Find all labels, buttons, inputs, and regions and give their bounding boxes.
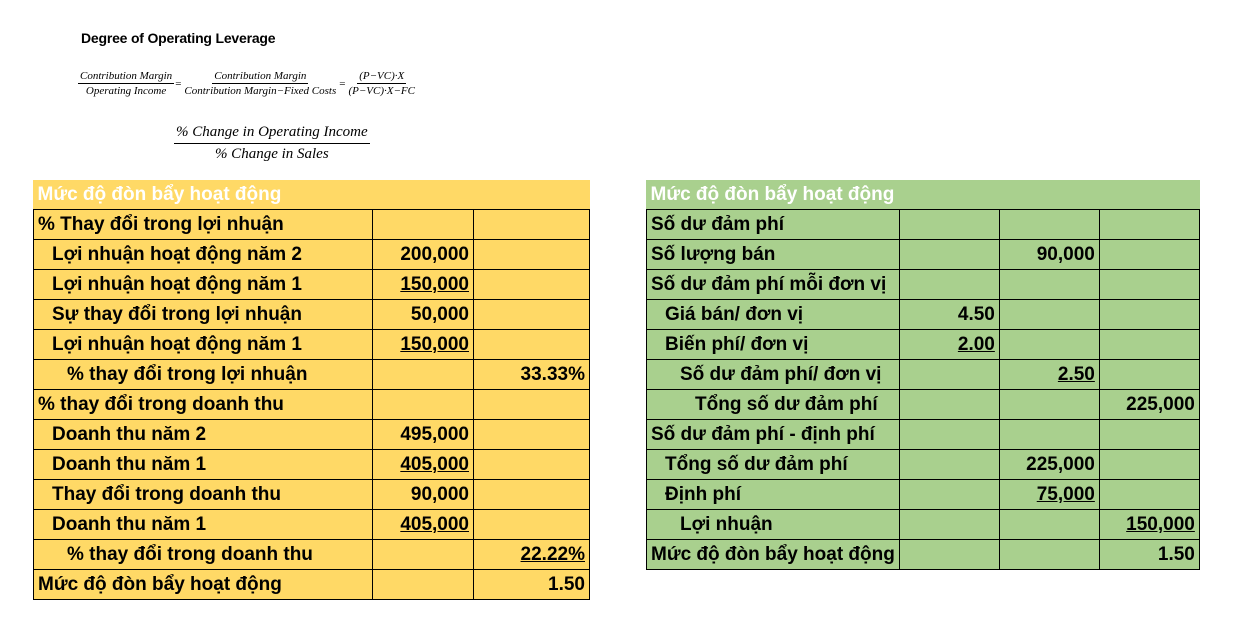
cell-value[interactable] <box>474 420 590 450</box>
table-row <box>647 360 1200 390</box>
cell-label[interactable]: Thay đổi trong doanh thu <box>34 480 373 510</box>
cell-value[interactable] <box>1099 480 1199 510</box>
dol-percent-formula <box>174 124 370 163</box>
cell-value[interactable] <box>899 480 999 510</box>
underlined-value: 2.00 <box>957 334 995 355</box>
cell-value[interactable] <box>373 210 474 240</box>
table-row <box>647 420 1200 450</box>
dol-formula <box>78 70 417 97</box>
table-title[interactable]: Mức độ đòn bẩy hoạt động <box>650 184 895 205</box>
cell-value[interactable] <box>899 540 999 570</box>
table-row <box>34 420 590 450</box>
cell-label[interactable]: Lợi nhuận hoạt động năm 1 <box>34 330 373 360</box>
cell-value[interactable] <box>474 480 590 510</box>
table-title-row <box>34 180 590 210</box>
denominator: Contribution Margin−Fixed Costs <box>184 85 337 97</box>
table-row <box>34 300 590 330</box>
table-row <box>34 480 590 510</box>
underlined-value: 2.50 <box>1057 364 1095 385</box>
underlined-value: 22.22% <box>520 544 585 565</box>
fraction-cm-over-oi <box>78 70 174 97</box>
cell-value[interactable] <box>474 330 590 360</box>
cell-label[interactable]: % thay đổi trong lợi nhuận <box>34 360 373 390</box>
cell-value[interactable] <box>899 510 999 540</box>
cell-value[interactable]: 33.33% <box>474 360 590 390</box>
cell-value[interactable] <box>899 450 999 480</box>
cell-value[interactable] <box>999 300 1099 330</box>
cell-value[interactable] <box>999 480 1099 510</box>
cell-value[interactable] <box>899 270 999 300</box>
underlined-value: 405,000 <box>400 454 469 475</box>
page-title: Degree of Operating Leverage <box>81 30 276 46</box>
cell-value[interactable] <box>474 510 590 540</box>
denominator: Operating Income <box>85 85 167 97</box>
fraction-pvcx <box>346 70 416 97</box>
cell-value[interactable]: 1.50 <box>1099 540 1199 570</box>
numerator: (P−VC)·X <box>359 70 405 82</box>
table-row <box>647 510 1200 540</box>
cell-value[interactable] <box>1099 240 1199 270</box>
cell-value[interactable] <box>474 540 590 570</box>
cell-value[interactable] <box>373 270 474 300</box>
cell-label[interactable]: Định phí <box>647 480 900 510</box>
cell-value[interactable] <box>474 210 590 240</box>
cell-value[interactable] <box>999 330 1099 360</box>
cell-label[interactable]: Doanh thu năm 2 <box>34 420 373 450</box>
cell-value[interactable]: 200,000 <box>373 240 474 270</box>
denominator: % Change in Sales <box>214 146 329 162</box>
cell-value[interactable] <box>899 420 999 450</box>
underlined-value: 150,000 <box>400 334 469 355</box>
cell-label[interactable]: Doanh thu năm 1 <box>34 450 373 480</box>
cell-value[interactable] <box>899 390 999 420</box>
cell-label[interactable]: Biến phí/ đơn vị <box>647 330 900 360</box>
cell-value[interactable] <box>899 330 999 360</box>
table-row <box>34 570 590 600</box>
table-row <box>34 540 590 570</box>
table-row <box>647 480 1200 510</box>
cell-value[interactable]: 90,000 <box>373 480 474 510</box>
cell-value[interactable] <box>474 300 590 330</box>
cell-value[interactable] <box>999 510 1099 540</box>
cell-value[interactable] <box>474 240 590 270</box>
cell-value[interactable] <box>999 420 1099 450</box>
cell-label[interactable]: Tổng số dư đảm phí <box>647 450 900 480</box>
right-leverage-table <box>646 180 1200 570</box>
table-row <box>647 450 1200 480</box>
cell-value[interactable] <box>1099 510 1199 540</box>
table-row <box>34 390 590 420</box>
cell-value[interactable] <box>899 240 999 270</box>
table-title[interactable]: Mức độ đòn bẩy hoạt động <box>37 184 282 205</box>
cell-value[interactable] <box>373 540 474 570</box>
table-row <box>647 300 1200 330</box>
cell-label[interactable]: Sự thay đổi trong lợi nhuận <box>34 300 373 330</box>
table-row <box>34 210 590 240</box>
underlined-value: 150,000 <box>400 274 469 295</box>
cell-value[interactable] <box>1099 210 1199 240</box>
table-row <box>647 270 1200 300</box>
cell-value[interactable]: 50,000 <box>373 300 474 330</box>
cell-value[interactable]: 1.50 <box>474 570 590 600</box>
cell-label[interactable]: Lợi nhuận <box>647 510 900 540</box>
cell-value[interactable] <box>1099 330 1199 360</box>
cell-label[interactable]: Số dư đảm phí <box>647 210 900 240</box>
numerator: Contribution Margin <box>80 70 173 82</box>
cell-label[interactable]: % thay đổi trong doanh thu <box>34 390 373 420</box>
denominator: (P−VC)·X−FC <box>348 85 415 97</box>
cell-value[interactable] <box>999 210 1099 240</box>
underlined-value: 75,000 <box>1036 484 1095 505</box>
cell-label[interactable]: % Thay đổi trong lợi nhuận <box>34 210 373 240</box>
cell-value[interactable] <box>373 570 474 600</box>
cell-value[interactable] <box>1099 270 1199 300</box>
cell-value[interactable] <box>999 390 1099 420</box>
numerator: Contribution Margin <box>214 70 307 82</box>
cell-value[interactable] <box>899 210 999 240</box>
table-row <box>34 270 590 300</box>
cell-label[interactable]: Lợi nhuận hoạt động năm 1 <box>34 270 373 300</box>
cell-value[interactable] <box>1099 360 1199 390</box>
table-row <box>647 240 1200 270</box>
cell-label[interactable]: Số lượng bán <box>647 240 900 270</box>
equals-sign: = <box>175 77 182 90</box>
cell-value[interactable] <box>999 360 1099 390</box>
cell-value[interactable]: 90,000 <box>999 240 1099 270</box>
equals-sign: = <box>339 77 346 90</box>
cell-value[interactable] <box>373 360 474 390</box>
cell-value[interactable] <box>1099 420 1199 450</box>
cell-label[interactable]: Giá bán/ đơn vị <box>647 300 900 330</box>
cell-label[interactable]: Số dư đảm phí mỗi đơn vị <box>647 270 900 300</box>
cell-label[interactable]: Mức độ đòn bẩy hoạt động <box>647 540 900 570</box>
cell-value[interactable] <box>474 390 590 420</box>
cell-label[interactable]: Mức độ đòn bẩy hoạt động <box>34 570 373 600</box>
numerator: % Change in Operating Income <box>174 124 370 144</box>
cell-value[interactable] <box>373 330 474 360</box>
cell-value[interactable] <box>474 450 590 480</box>
left-leverage-table <box>33 180 590 600</box>
cell-value[interactable] <box>373 450 474 480</box>
cell-value[interactable] <box>999 270 1099 300</box>
cell-value[interactable] <box>999 540 1099 570</box>
cell-label[interactable]: Doanh thu năm 1 <box>34 510 373 540</box>
table-row <box>647 210 1200 240</box>
cell-value[interactable] <box>1099 300 1199 330</box>
cell-value[interactable]: 495,000 <box>373 420 474 450</box>
fraction-cm-over-cm-minus-fc <box>182 70 338 97</box>
underlined-value: 405,000 <box>400 514 469 535</box>
table-row <box>34 360 590 390</box>
cell-label[interactable]: Lợi nhuận hoạt động năm 2 <box>34 240 373 270</box>
table-row <box>647 540 1200 570</box>
cell-label[interactable]: Số dư đảm phí/ đơn vị <box>647 360 900 390</box>
cell-value[interactable] <box>899 360 999 390</box>
cell-value[interactable] <box>474 270 590 300</box>
table-row <box>647 390 1200 420</box>
cell-value[interactable] <box>373 390 474 420</box>
table-row <box>647 330 1200 360</box>
fraction-pct-change <box>174 124 370 163</box>
table-row <box>34 510 590 540</box>
underlined-value: 150,000 <box>1126 514 1195 535</box>
cell-value[interactable] <box>373 510 474 540</box>
table-row <box>34 240 590 270</box>
cell-value[interactable]: 225,000 <box>1099 390 1199 420</box>
cell-label[interactable]: Số dư đảm phí - định phí <box>647 420 900 450</box>
cell-label[interactable]: % thay đổi trong doanh thu <box>34 540 373 570</box>
table-title-row <box>647 180 1200 210</box>
table-row <box>34 330 590 360</box>
cell-label[interactable]: Tổng số dư đảm phí <box>647 390 900 420</box>
cell-value[interactable] <box>1099 450 1199 480</box>
cell-value[interactable]: 4.50 <box>899 300 999 330</box>
table-row <box>34 450 590 480</box>
cell-value[interactable]: 225,000 <box>999 450 1099 480</box>
